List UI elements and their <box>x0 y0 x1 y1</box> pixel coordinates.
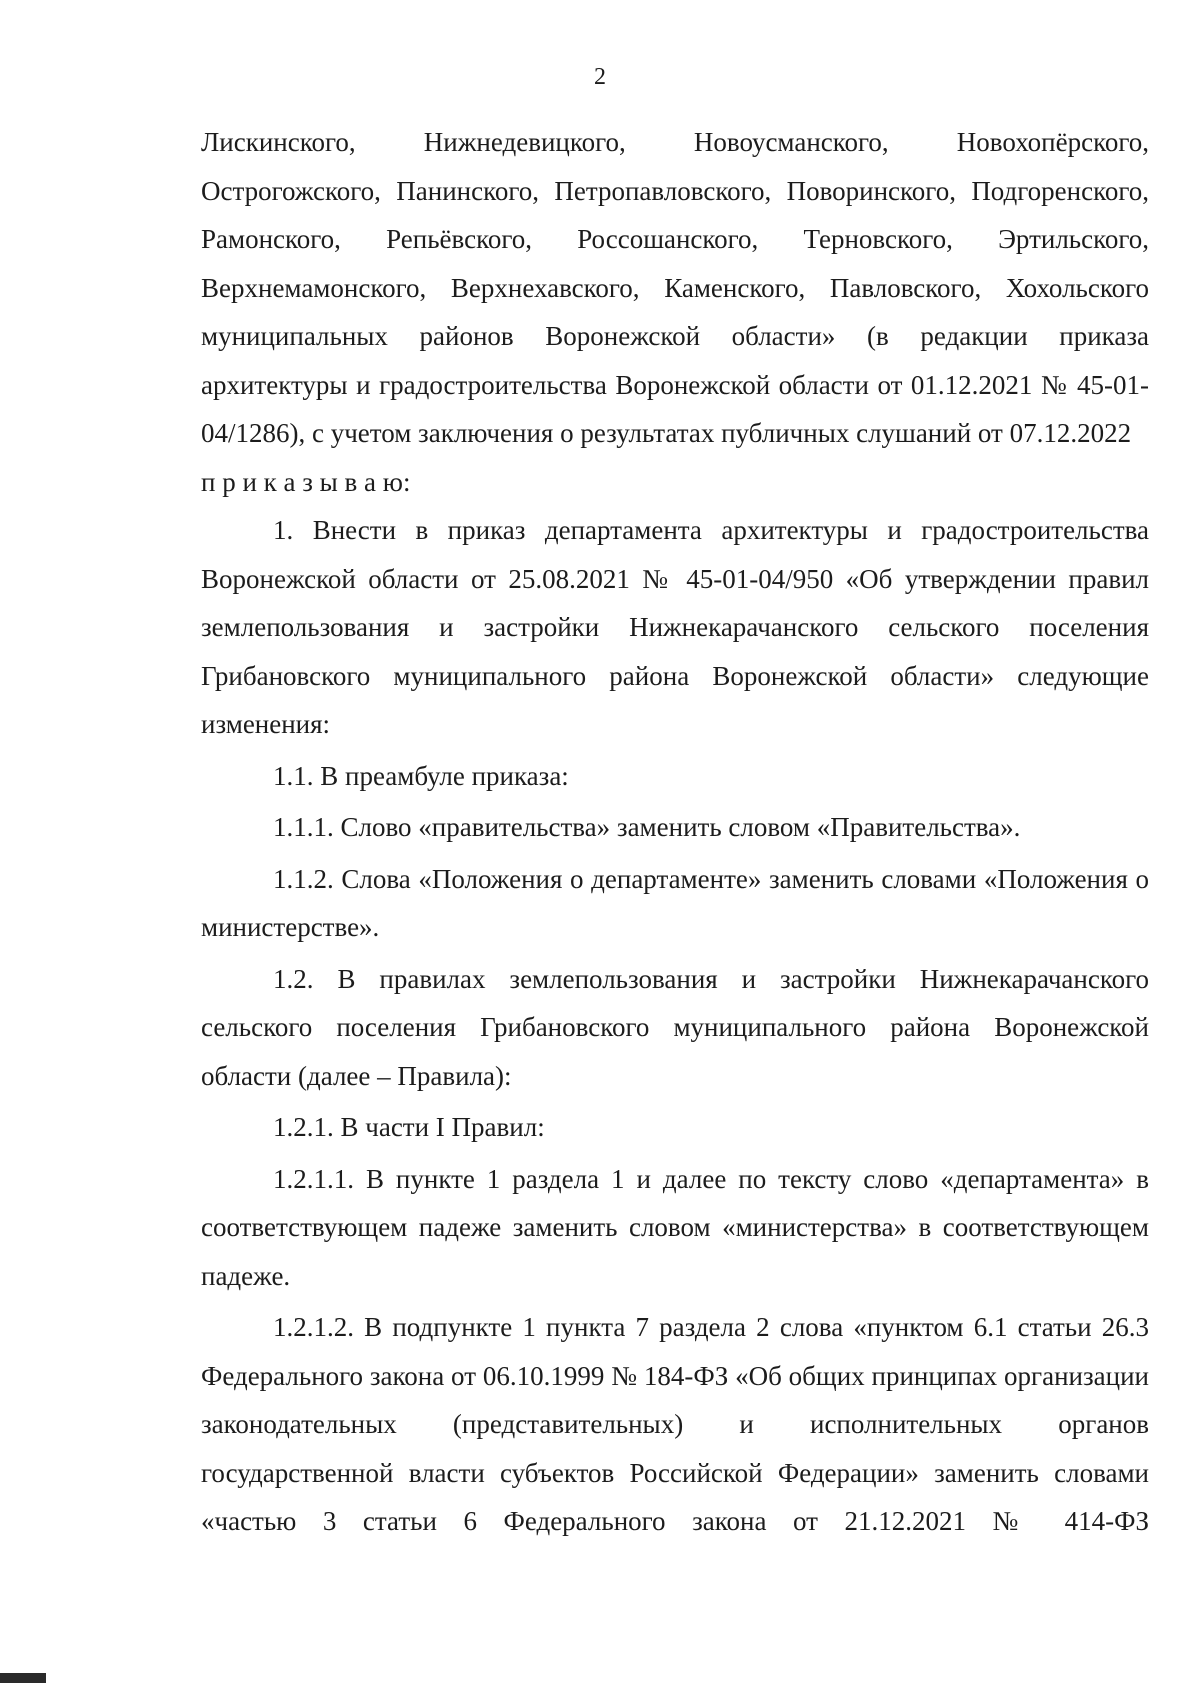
paragraph-item-1-2: 1.2. В правилах землепользования и застройки Нижнекарачанского сельского поселения Грибановского муниципального района Воронежской области (далее – Правила): <box>201 963 1149 1091</box>
page-number: 2 <box>594 64 606 90</box>
scan-edge-mark <box>0 1673 46 1683</box>
paragraph-item-1-2-1: 1.2.1. В части I Правил: <box>273 1112 545 1142</box>
paragraph-item-1: 1. Внести в приказ департамента архитектуры и градостроительства Воронежской области от 25.08.2021 № 45-01-04/950 «Об утверждении правил землепользования и застройки Нижнекарачанского сельского поселения Грибановского муниципального района Воронежской области» следующие изменения: <box>201 515 1149 739</box>
paragraph-order-word: п р и к а з ы в а ю: <box>201 466 411 497</box>
paragraph-item-1-1: 1.1. В преамбуле приказа: <box>273 760 569 791</box>
paragraph-preamble-continuation: Лискинского, Нижнедевицкого, Новоусманского, Новохопёрского, Острогожского, Панинского, Петропавловского, Поворинского, Подгоренского, Рамонского, Репьёвского, Россошанского, Терновского, Эртильского, Верхнемамонского, Верхнехавского, Каменского, Павловского, Хохольского муниципальных районов Воронежской области» (в редакции приказа архитектуры и градостроительства Воронежской области от 01.12.2021 № 45-01-04/1286), с учетом заключения о результатах публичных слушаний от 07.12.2022 <box>201 127 1149 448</box>
paragraph-item-1-1-2: 1.1.2. Слова «Положения о департаменте» заменить словами «Положения о министерстве». <box>201 863 1149 942</box>
paragraph-item-1-2-1-1: 1.2.1.1. В пункте 1 раздела 1 и далее по тексту слово «департамента» в соответствующем падеже заменить словом «министерства» в соответствующем падеже. <box>201 1163 1149 1291</box>
paragraph-item-1-2-1-2: 1.2.1.2. В подпункте 1 пункта 7 раздела 2 слова «пунктом 6.1 статьи 26.3 Федерального закона от 06.10.1999 № 184-ФЗ «Об общих принципах организации законодательных (представительных) и исполнительных органов государственной власти субъектов Российской Федерации» заменить словами «частью 3 статьи 6 Федерального закона от 21.12.2021 № 414-ФЗ <box>201 1312 1149 1536</box>
document-body <box>201 118 1149 1546</box>
paragraph-item-1-1-1: 1.1.1. Слово «правительства» заменить словом «Правительства». <box>273 812 1021 842</box>
